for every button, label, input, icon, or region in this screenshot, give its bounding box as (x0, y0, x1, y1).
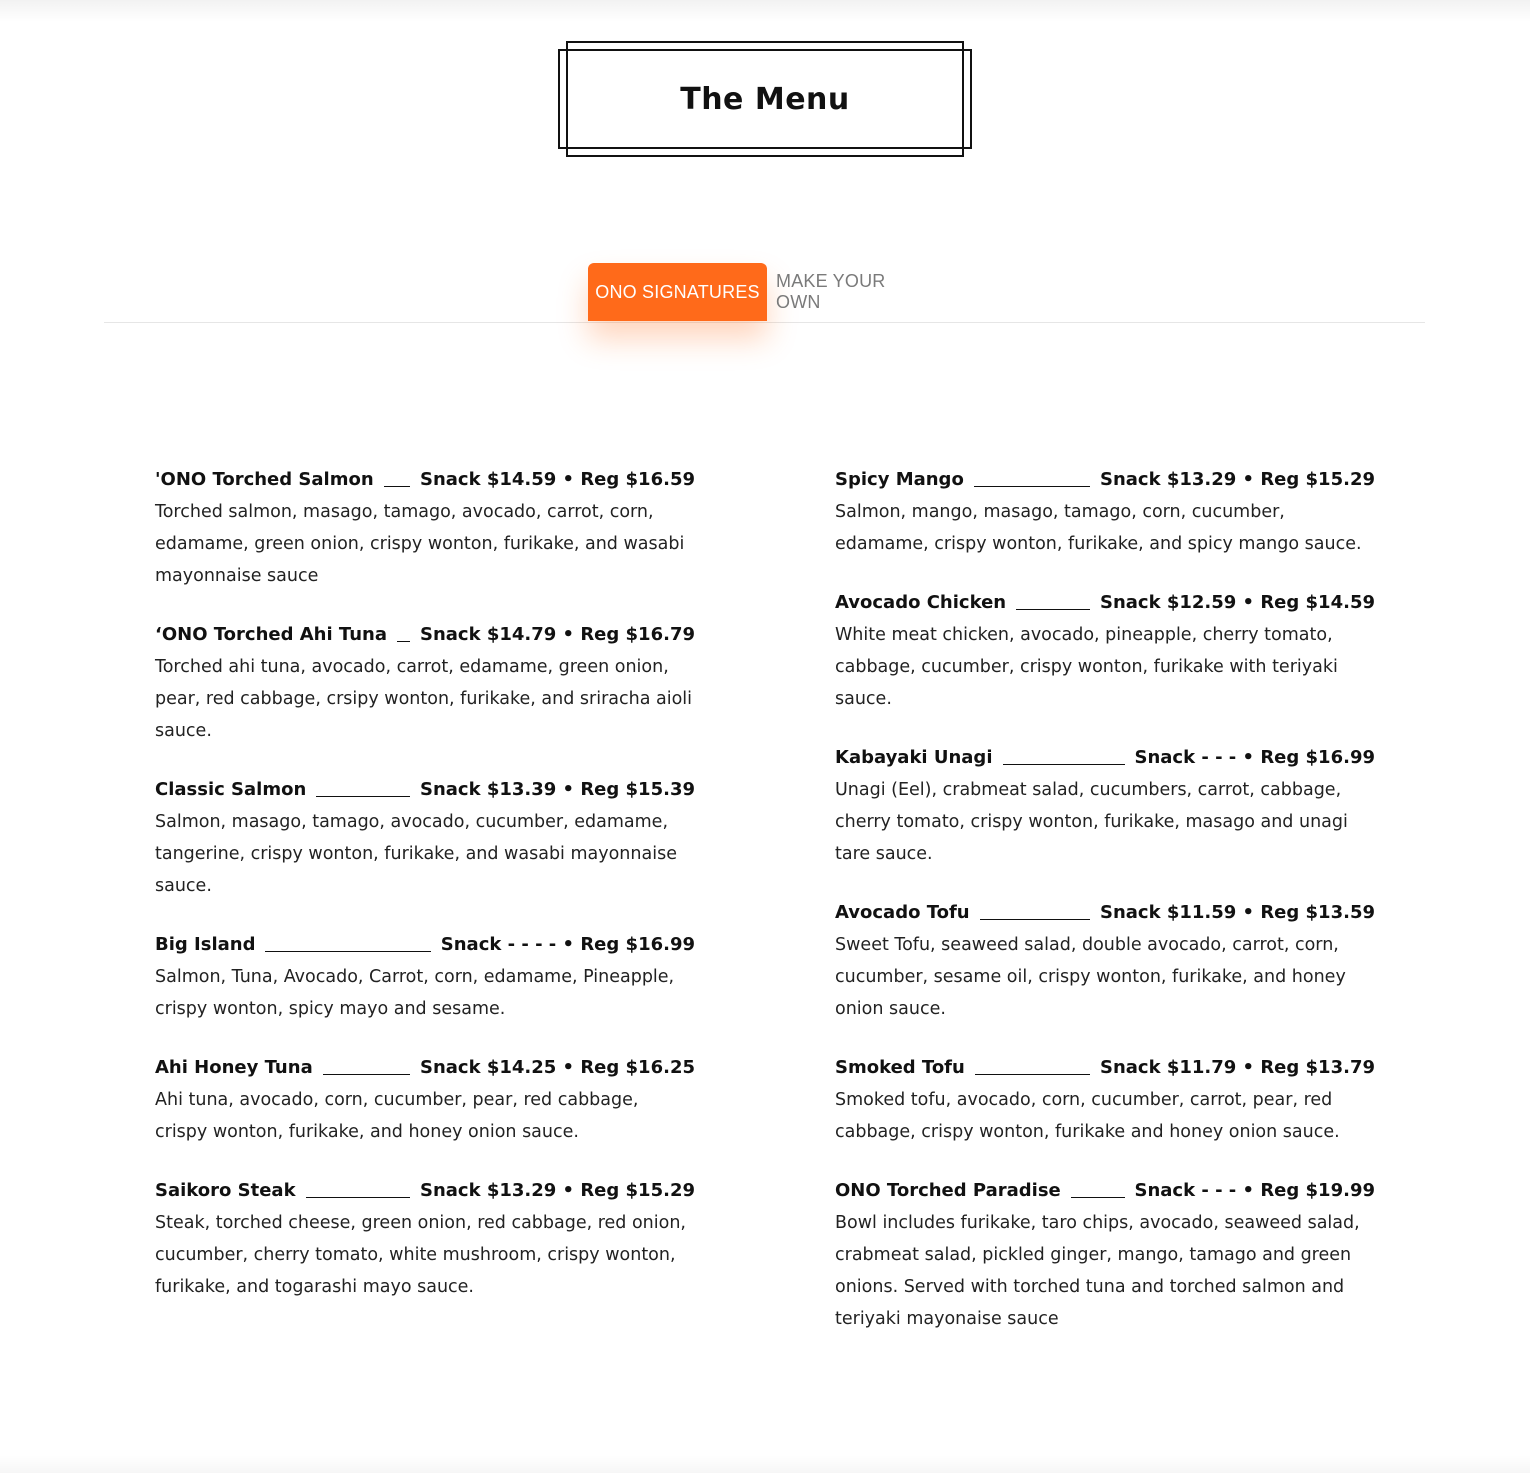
header-shadow (0, 0, 1530, 22)
menu-item-header (155, 1173, 695, 1201)
menu-item (835, 740, 1375, 870)
menu-item-price: Snack $13.29 • Reg $15.29 (1099, 469, 1375, 490)
menu-item-name: ‘ONO Torched Ahi Tuna (155, 624, 388, 645)
menu-item-header (155, 462, 695, 490)
footer-shadow (0, 1455, 1530, 1473)
menu-item-price: Snack - - - • Reg $19.99 (1134, 1180, 1375, 1201)
menu-item (835, 585, 1375, 715)
menu-item (155, 617, 695, 747)
menu-item-description: Salmon, masago, tamago, avocado, cucumber, edamame, tangerine, crispy wonton, furikake, and wasabi mayonnaise sauce. (155, 812, 677, 896)
leader-line (323, 1074, 410, 1075)
menu-item-name: Big Island (155, 934, 256, 955)
leader-line (397, 641, 410, 642)
menu-item-price: Snack $13.39 • Reg $15.39 (419, 779, 695, 800)
menu-item-header (835, 895, 1375, 923)
menu-item-price: Snack $14.79 • Reg $16.79 (419, 624, 695, 645)
menu-tabs (104, 263, 1425, 323)
tab-ono-signatures[interactable]: ONO SIGNATURES (588, 263, 767, 321)
leader-line (265, 951, 430, 952)
menu-item (155, 927, 695, 1025)
menu-item-name: Ahi Honey Tuna (155, 1057, 313, 1078)
menu-item-price: Snack - - - • Reg $16.99 (1134, 747, 1375, 768)
menu-item-header (835, 585, 1375, 613)
menu-item-name: Kabayaki Unagi (835, 747, 993, 768)
menu-item-header (155, 772, 695, 800)
menu-item (835, 895, 1375, 1025)
leader-line (1003, 764, 1125, 765)
menu-item-price: Snack $13.29 • Reg $15.29 (419, 1180, 695, 1201)
menu-item-name: Saikoro Steak (155, 1180, 296, 1201)
menu-item-header (155, 927, 695, 955)
menu-item (155, 462, 695, 592)
menu-item (835, 1173, 1375, 1335)
leader-line (974, 486, 1090, 487)
page-title: The Menu (680, 81, 850, 117)
menu-item-description: Smoked tofu, avocado, corn, cucumber, carrot, pear, red cabbage, crispy wonton, furikake and honey onion sauce. (835, 1090, 1340, 1142)
menu-item-header (155, 1050, 695, 1078)
menu-item-description: Steak, torched cheese, green onion, red cabbage, red onion, cucumber, cherry tomato, white mushroom, crispy wonton, furikake, and togarashi mayo sauce. (155, 1213, 686, 1297)
menu-item-description: Ahi tuna, avocado, corn, cucumber, pear, red cabbage, crispy wonton, furikake, and honey onion sauce. (155, 1090, 639, 1142)
menu-item (155, 772, 695, 902)
menu-item-description: Sweet Tofu, seaweed salad, double avocado, carrot, corn, cucumber, sesame oil, crispy wonton, furikake, and honey onion sauce. (835, 935, 1346, 1019)
menu-item-description: Salmon, mango, masago, tamago, corn, cucumber, edamame, crispy wonton, furikake, and spicy mango sauce. (835, 502, 1362, 554)
menu-item-description: Salmon, Tuna, Avocado, Carrot, corn, edamame, Pineapple, crispy wonton, spicy mayo and sesame. (155, 967, 675, 1019)
menu-item-description: Torched salmon, masago, tamago, avocado, carrot, corn, edamame, green onion, crispy wonton, furikake, and wasabi mayonnaise sauce (155, 502, 685, 586)
menu-item-header (835, 1050, 1375, 1078)
menu-item-description: Torched ahi tuna, avocado, carrot, edamame, green onion, pear, red cabbage, crsipy wonton, furikake, and sriracha aioli sauce. (155, 657, 693, 741)
leader-line (1016, 609, 1090, 610)
leader-line (306, 1197, 410, 1198)
leader-line (980, 919, 1090, 920)
menu-item-name: 'ONO Torched Salmon (155, 469, 374, 490)
menu-item-name: ONO Torched Paradise (835, 1180, 1061, 1201)
menu-item-name: Classic Salmon (155, 779, 307, 800)
menu-item-name: Spicy Mango (835, 469, 964, 490)
menu-item-description: Bowl includes furikake, taro chips, avocado, seaweed salad, crabmeat salad, pickled ginger, mango, tamago and green onions. Served with torched tuna and torched salmon and teriyaki mayonaise sauce (835, 1213, 1360, 1329)
menu-item (835, 462, 1375, 560)
leader-line (1071, 1197, 1125, 1198)
menu-item-header (835, 462, 1375, 490)
menu-title-frame (558, 41, 972, 157)
menu-column-left (155, 462, 695, 1328)
menu-item-name: Smoked Tofu (835, 1057, 965, 1078)
menu-item-header (835, 1173, 1375, 1201)
leader-line (384, 486, 410, 487)
menu-item-price: Snack $12.59 • Reg $14.59 (1099, 592, 1375, 613)
menu-item-header (155, 617, 695, 645)
menu-item-description: White meat chicken, avocado, pineapple, cherry tomato, cabbage, cucumber, crispy wonton, furikake with teriyaki sauce. (835, 625, 1338, 709)
menu-item-description: Unagi (Eel), crabmeat salad, cucumbers, carrot, cabbage, cherry tomato, crispy wonton, furikake, masago and unagi tare sauce. (835, 780, 1348, 864)
menu-item-price: Snack $14.25 • Reg $16.25 (419, 1057, 695, 1078)
leader-line (975, 1074, 1090, 1075)
menu-item-name: Avocado Chicken (835, 592, 1007, 613)
menu-column-right (835, 462, 1375, 1360)
tab-make-your-own[interactable]: MAKE YOUR OWN (776, 271, 886, 312)
menu-item-price: Snack $11.79 • Reg $13.79 (1099, 1057, 1375, 1078)
menu-item-price: Snack - - - - • Reg $16.99 (440, 934, 695, 955)
menu-item-header (835, 740, 1375, 768)
menu-item (155, 1050, 695, 1148)
menu-item (835, 1050, 1375, 1148)
menu-item-name: Avocado Tofu (835, 902, 970, 923)
menu-item-price: Snack $11.59 • Reg $13.59 (1099, 902, 1375, 923)
leader-line (316, 796, 410, 797)
menu-item (155, 1173, 695, 1303)
menu-item-price: Snack $14.59 • Reg $16.59 (419, 469, 695, 490)
